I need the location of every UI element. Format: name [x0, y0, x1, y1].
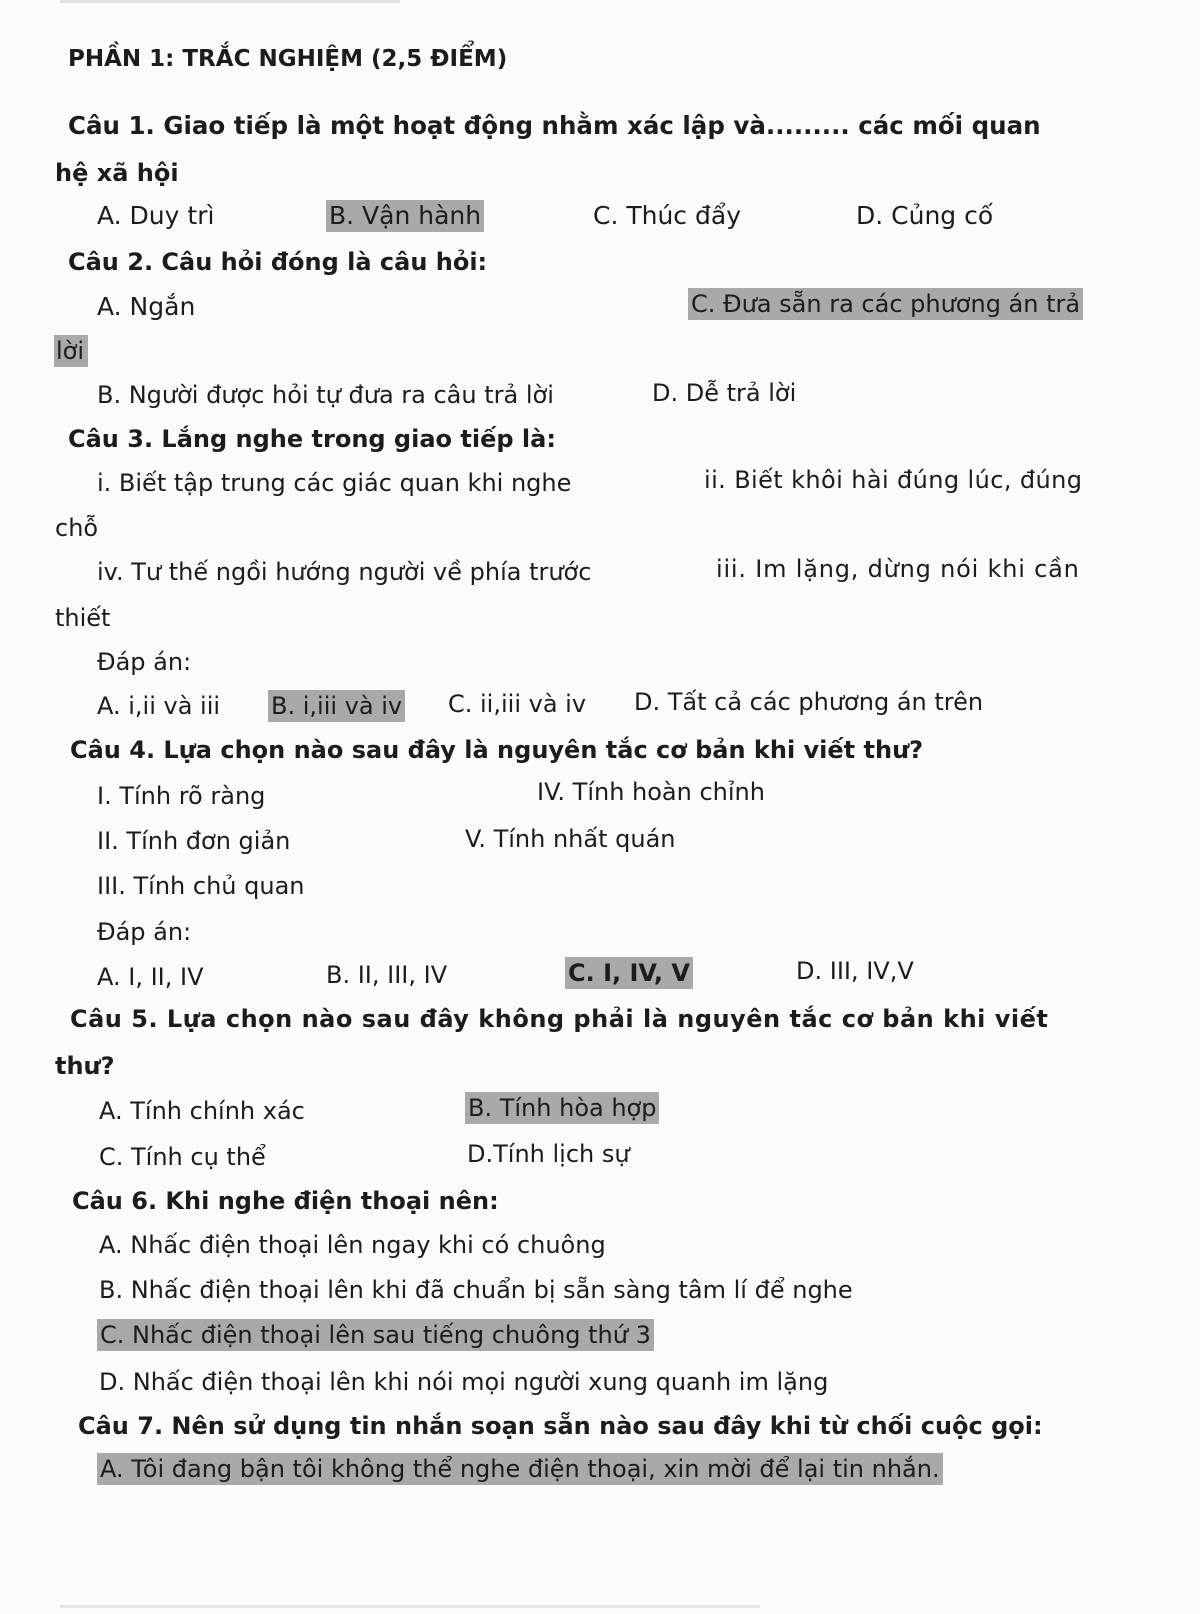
q3-option-c: C. ii,iii và iv [448, 690, 587, 718]
q6-option-a: A. Nhấc điện thoại lên ngay khi có chuông [99, 1231, 606, 1259]
q4-option-b: B. II, III, IV [326, 961, 448, 989]
q5-option-c: C. Tính cụ thể [99, 1143, 266, 1171]
q3-item-i: i. Biết tập trung các giác quan khi nghe [97, 469, 572, 497]
q3-item-iii: iii. Im lặng, dừng nói khi cần [716, 555, 1080, 583]
q3-item-iii-cont: thiết [55, 604, 111, 632]
q4-item-V: V. Tính nhất quán [465, 825, 676, 853]
section-title: PHẦN 1: TRẮC NGHIỆM (2,5 ĐIỂM) [68, 46, 508, 72]
q3-option-a: A. i,ii và iii [97, 692, 221, 720]
q1-option-c: C. Thúc đẩy [593, 201, 741, 230]
scan-edge-top [60, 0, 400, 3]
q4-item-II: II. Tính đơn giản [97, 827, 291, 855]
q3-answer-label: Đáp án: [97, 648, 192, 676]
q4-option-d: D. III, IV,V [796, 957, 914, 985]
question-6-stem: Câu 6. Khi nghe điện thoại nên: [72, 1187, 499, 1215]
q2-option-a: A. Ngắn [97, 292, 196, 321]
q2-option-c-cont-highlighted: lời [54, 335, 88, 367]
q4-item-IV: IV. Tính hoàn chỉnh [537, 778, 765, 806]
scan-edge-bottom [60, 1605, 760, 1608]
q3-item-ii: ii. Biết khôi hài đúng lúc, đúng [704, 466, 1083, 494]
question-1-stem-cont: hệ xã hội [55, 159, 179, 187]
q4-option-a: A. I, II, IV [97, 963, 204, 991]
question-3-stem: Câu 3. Lắng nghe trong giao tiếp là: [68, 425, 556, 453]
q6-option-b: B. Nhấc điện thoại lên khi đã chuẩn bị sẵn sàng tâm lí để nghe [99, 1276, 853, 1304]
q2-option-d: D. Dễ trả lời [652, 379, 797, 407]
q1-option-a: A. Duy trì [97, 201, 215, 230]
q1-option-d: D. Củng cố [856, 201, 994, 230]
q2-option-c-highlighted: C. Đưa sẵn ra các phương án trả [688, 288, 1083, 320]
question-5-stem: Câu 5. Lựa chọn nào sau đây không phải là nguyên tắc cơ bản khi viết [70, 1005, 1049, 1033]
question-2-stem: Câu 2. Câu hỏi đóng là câu hỏi: [68, 248, 488, 276]
q3-item-ii-cont: chỗ [55, 514, 99, 542]
q3-item-iv: iv. Tư thế ngồi hướng người về phía trước [97, 558, 592, 586]
q6-option-c-highlighted: C. Nhấc điện thoại lên sau tiếng chuông thứ 3 [97, 1319, 654, 1351]
q3-option-b-highlighted: B. i,iii và iv [268, 690, 405, 722]
question-1-stem: Câu 1. Giao tiếp là một hoạt động nhằm xác lập và......... các mối quan [68, 111, 1041, 140]
q5-option-d: D.Tính lịch sự [467, 1140, 630, 1168]
q5-option-a: A. Tính chính xác [99, 1097, 305, 1125]
q4-item-I: I. Tính rõ ràng [97, 782, 266, 810]
q5-option-b-highlighted: B. Tính hòa hợp [465, 1092, 659, 1124]
question-5-stem-cont: thư? [55, 1052, 115, 1080]
q3-option-d: D. Tất cả các phương án trên [634, 688, 984, 716]
q7-option-a-highlighted: A. Tôi đang bận tôi không thể nghe điện thoại, xin mời để lại tin nhắn. [97, 1453, 943, 1485]
question-4-stem: Câu 4. Lựa chọn nào sau đây là nguyên tắc cơ bản khi viết thư? [70, 736, 924, 764]
question-7-stem: Câu 7. Nên sử dụng tin nhắn soạn sẵn nào sau đây khi từ chối cuộc gọi: [78, 1412, 1043, 1440]
q2-option-b: B. Người được hỏi tự đưa ra câu trả lời [97, 381, 554, 409]
q4-option-c-highlighted: C. I, IV, V [565, 957, 693, 989]
q4-item-III: III. Tính chủ quan [97, 872, 305, 900]
q4-answer-label: Đáp án: [97, 918, 192, 946]
q6-option-d: D. Nhấc điện thoại lên khi nói mọi người xung quanh im lặng [99, 1368, 829, 1396]
q1-option-b-highlighted: B. Vận hành [326, 200, 484, 232]
